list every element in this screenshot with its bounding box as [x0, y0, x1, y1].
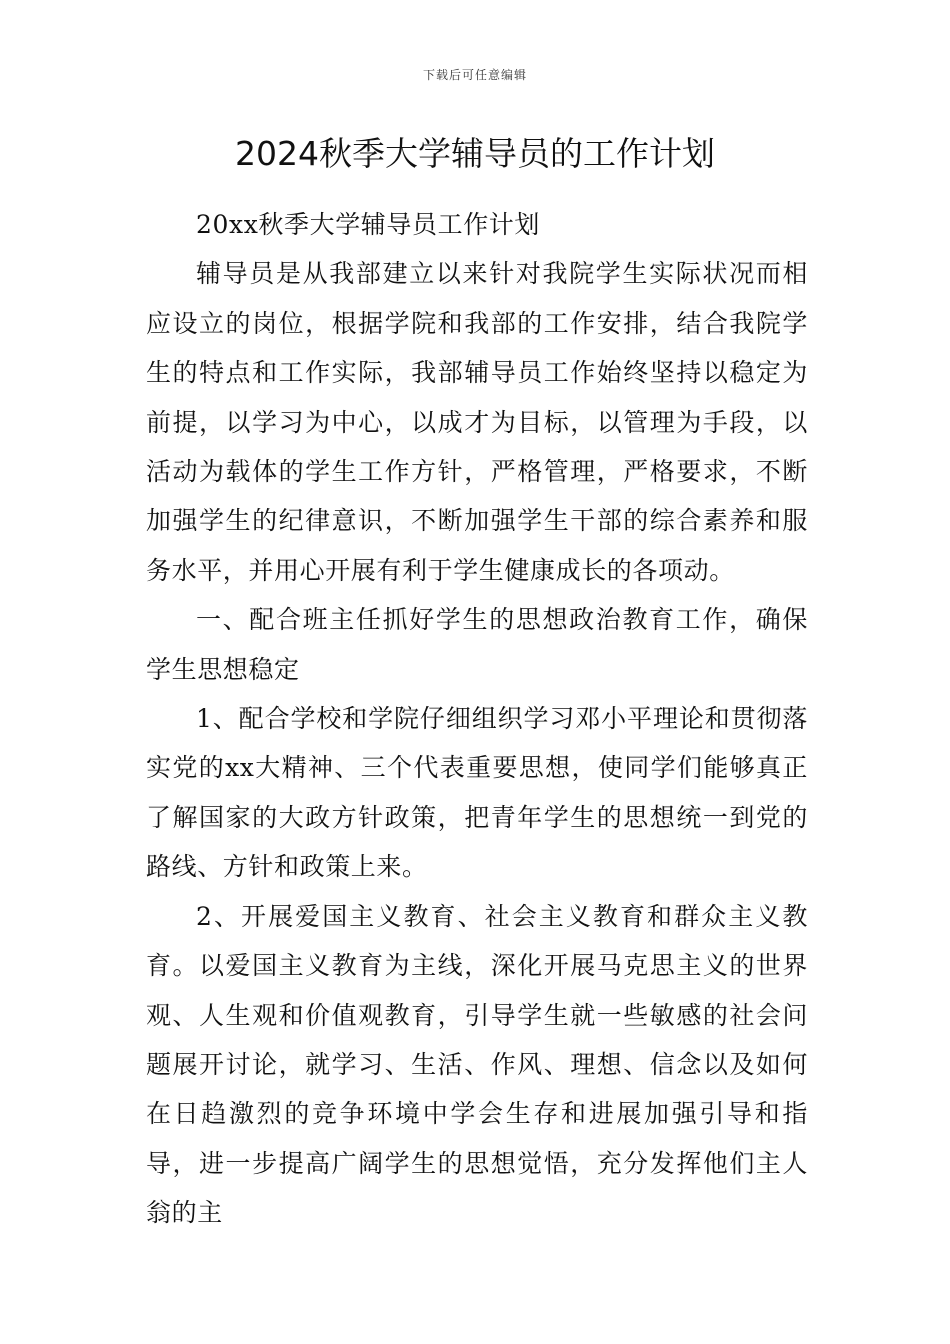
- paragraph-section-heading: 一、配合班主任抓好学生的思想政治教育工作，确保学生思想稳定: [146, 605, 808, 684]
- header-note: 下载后可任意编辑: [422, 68, 527, 82]
- paragraph-subtitle: 20xx秋季大学辅导员工作计划: [196, 210, 541, 239]
- paragraph-item-2: 2、开展爱国主义教育、社会主义教育和群众主义教育。以爱国主义教育为主线，深化开展马克思主义的世界观、人生观和价值观教育，引导学生就一些敏感的社会问题展开讨论，就学习、生活、作风、理想、信念以及如何在日趋激烈的竞争环境中学会生存和进展加强引导和指导，进一步提高广阔学生的思想觉悟，充分发挥他们主人翁的主: [146, 901, 808, 1228]
- paragraph-intro: 辅导员是从我部建立以来针对我院学生实际状况而相应设立的岗位，根据学院和我部的工作安排，结合我院学生的特点和工作实际，我部辅导员工作始终坚持以稳定为前提，以学习为中心，以成才为目标，以管理为手段，以活动为载体的学生工作方针，严格管理，严格要求，不断加强学生的纪律意识，不断加强学生干部的综合素养和服务水平，并用心开展有利于学生健康成长的各项动。: [146, 259, 808, 585]
- document-body: [146, 200, 808, 1238]
- paragraph-item-1: 1、配合学校和学院仔细组织学习邓小平理论和贯彻落实党的xx大精神、三个代表重要思想，使同学们能够真正了解国家的大政方针政策，把青年学生的思想统一到党的路线、方针和政策上来。: [146, 704, 808, 882]
- document-title: 2024秋季大学辅导员的工作计划: [235, 134, 715, 173]
